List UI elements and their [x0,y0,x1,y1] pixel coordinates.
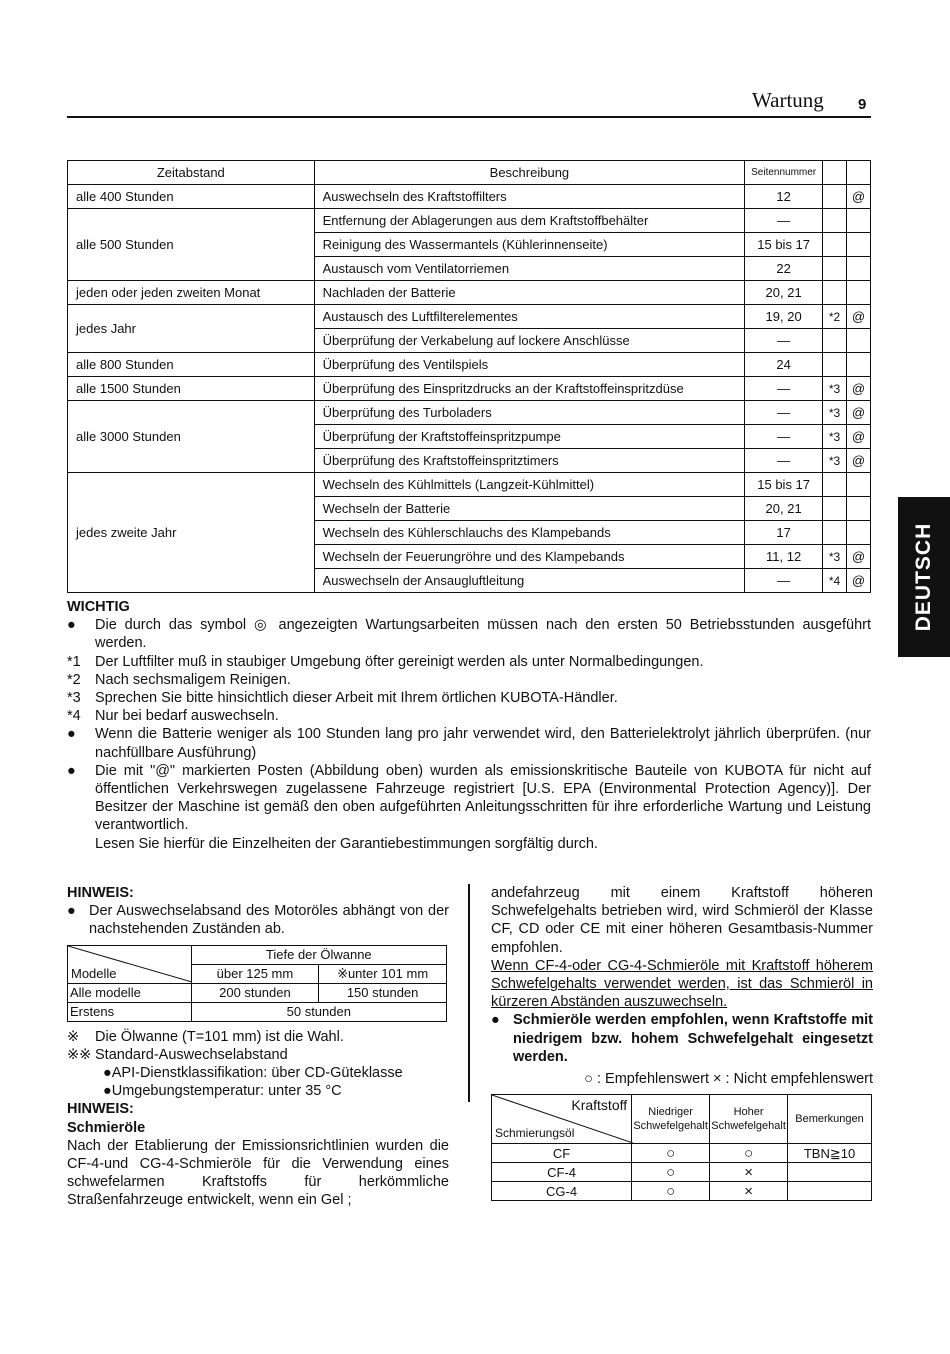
interval-cell: alle 800 Stunden [68,353,315,377]
emission-mark-cell [847,281,871,305]
note-item [67,762,871,835]
note-text: Die mit "@" markierten Posten (Abbildung oben) wurden als emissionskritische Bauteile von KUBOTA für nicht auf öffentlichen Verkehrswegen zugelassene Fahrzeuge registriert [U.S. EPA (Environmental Protection Agency)]. Der Besitzer der Maschine ist gemäß den oben aufgeführten Anleitungsschritten für ihre erforderliche Wartung und Leistung verantwortlich. [95,762,871,834]
notes-list [67,616,871,853]
emission-mark-cell: @ [847,185,871,209]
bullet-icon: ● [491,1012,500,1029]
fuel-cell-note [788,1163,872,1182]
oil-col-under101: ※unter 101 mm [319,964,447,983]
schmieroele-paragraph: Nach der Etablierung der Emissionsrichtlinien wurden die CF-4-und CG-4-Schmieröle für die Verwendung eines schwefelarmen Kraftstoffs für herkömmliche Straßenfahrzeuge entwickelt, wenn ein Gel ; [67,1137,449,1209]
language-tab [898,497,950,657]
footnote-cell: *3 [823,449,847,473]
oil-interval-text: Der Auswechselabsand des Motoröles abhängt von der nachstehenden Zuständen ab. [89,903,449,938]
fuel-cell-note [788,1182,872,1201]
fuel-col-low: Niedriger Schwefelgehalt [632,1095,710,1144]
description-cell: Wechseln der Feuerungröhre und des Klampebands [314,545,745,569]
fuel-cell-low: ○ [632,1144,710,1163]
oil-note-1 [67,1028,449,1046]
fuel-bold-bullet-text: Schmieröle werden empfohlen, wenn Kraftstoffe mit niedrigem bzw. hohem Schwefelgehalt eingesetzt werden. [513,1012,873,1065]
footnote-cell [823,185,847,209]
table-row [68,209,871,233]
interval-cell: alle 500 Stunden [68,209,315,281]
oil-interval-bullet [67,902,449,938]
note-text: Der Luftfilter muß in staubiger Umgebung öfter gereinigt werden als unter Normalbedingungen. [95,653,704,670]
table-row [68,401,871,425]
emission-mark-cell [847,473,871,497]
footnote-cell [823,257,847,281]
right-column [491,884,873,1201]
note-marker: *3 [67,690,81,707]
interval-cell: alle 3000 Stunden [68,401,315,473]
page-header-title: Wartung [752,88,824,112]
note-marker: ● [67,726,76,743]
note-item [67,671,871,689]
interval-cell: jedes zweite Jahr [68,473,315,593]
oil-cell: 200 stunden [191,983,319,1002]
interval-cell: jeden oder jeden zweiten Monat [68,281,315,305]
description-cell: Austausch des Luftfilterelementes [314,305,745,329]
oil-note-2 [67,1046,449,1064]
footnote-cell [823,353,847,377]
page-cell: 22 [745,257,823,281]
footnote-cell [823,473,847,497]
emission-mark-cell: @ [847,305,871,329]
table-row [68,353,871,377]
note-text: Wenn die Batterie weniger als 100 Stunden lang pro jahr verwendet wird, den Batterielektrolyt jährlich überprüfen. (nur nachfüllbare Ausführung) [95,726,871,761]
note-text: Nur bei bedarf auswechseln. [95,708,279,725]
emission-mark-cell: @ [847,401,871,425]
note-item [67,835,871,853]
page-cell: — [745,569,823,593]
fuel-oil-table [491,1094,872,1201]
note-marker: ● [67,762,76,779]
description-cell: Wechseln des Kühlerschlauchs des Klampebands [314,521,745,545]
notes-section [67,598,871,853]
note-text: Lesen Sie hierfür die Einzelheiten der Garantiebestimmungen sorgfältig durch. [95,835,598,852]
fuel-cell-high: ○ [710,1144,788,1163]
emission-mark-cell: @ [847,545,871,569]
emission-mark-cell [847,497,871,521]
description-cell: Auswechseln der Ansaugluftleitung [314,569,745,593]
interval-cell: jedes Jahr [68,305,315,353]
page-cell: — [745,449,823,473]
footnote-cell: *2 [823,305,847,329]
api-class-line: ●API-Dienstklassifikation: über CD-Güteklasse [103,1065,403,1082]
col-header-footnote [823,161,847,185]
table-row [68,305,871,329]
oil-depth-header: Tiefe der Ölwanne [191,945,446,964]
description-cell: Entfernung der Ablagerungen aus dem Kraftstoffbehälter [314,209,745,233]
page-cell: 12 [745,185,823,209]
fuel-row [492,1182,872,1201]
note-marker: *2 [67,671,81,688]
page-cell: 19, 20 [745,305,823,329]
page-cell: — [745,209,823,233]
fuel-col-high: Hoher Schwefelgehalt [710,1095,788,1144]
oil-corner-label: Modelle [71,965,117,981]
description-cell: Wechseln der Batterie [314,497,745,521]
page-cell: — [745,425,823,449]
emission-mark-cell [847,209,871,233]
footnote-cell [823,281,847,305]
fuel-row [492,1163,872,1182]
emission-mark-cell [847,233,871,257]
fuel-cell-note: TBN≧10 [788,1144,872,1163]
footnote-cell [823,497,847,521]
description-cell: Überprüfung des Ventilspiels [314,353,745,377]
col-header-description: Beschreibung [314,161,745,185]
page-cell: 24 [745,353,823,377]
table-row [68,185,871,209]
note-text: Standard-Auswechselabstand [95,1046,288,1063]
emission-mark-cell [847,329,871,353]
footnote-cell: *3 [823,401,847,425]
description-cell: Wechseln des Kühlmittels (Langzeit-Kühlmittel) [314,473,745,497]
col-header-interval: Zeitabstand [68,161,315,185]
bullet-icon: ● [67,903,76,920]
fuel-paragraph-1: andefahrzeug mit einem Kraftstoff höheren Schwefelgehalts betrieben wird, wird Schmieröl der Klasse CF, CD oder CE mit einer höheren Gesamtbasis-Nummer empfohlen. [491,885,873,956]
oil-cell: 50 stunden [191,1002,446,1021]
note-marker: ※ [67,1028,80,1045]
page-number: 9 [858,96,867,113]
hinweis-heading-2: HINWEIS: [67,1101,134,1118]
footnote-cell [823,209,847,233]
fuel-table-corner [492,1095,632,1144]
interval-cell: alle 400 Stunden [68,185,315,209]
description-cell: Reinigung des Wassermantels (Kühlerinnenseite) [314,233,745,257]
note-text: Die Ölwanne (T=101 mm) ist die Wahl. [95,1028,344,1045]
fuel-cell-oil: CF-4 [492,1163,632,1182]
note-item [67,725,871,761]
notes-heading: WICHTIG [67,599,130,615]
table-row [68,281,871,305]
note-marker: *1 [67,653,81,670]
fuel-row [492,1144,872,1163]
table-row [68,473,871,497]
note-text: Sprechen Sie bitte hinsichtlich dieser Arbeit mit Ihrem örtlichen KUBOTA-Händler. [95,690,618,707]
footnote-cell [823,233,847,257]
description-cell: Überprüfung der Verkabelung auf lockere Anschlüsse [314,329,745,353]
description-cell: Überprüfung des Einspritzdrucks an der Kraftstoffeinspritzdüse [314,377,745,401]
left-column [67,884,449,1210]
page-cell: 17 [745,521,823,545]
oil-col-over125: über 125 mm [191,964,319,983]
page-cell: 20, 21 [745,497,823,521]
note-marker: ● [67,617,76,634]
fuel-corner-bottom: Schmierungsöl [495,1126,575,1141]
note-item [67,616,871,652]
oil-row-label: Erstens [68,1002,192,1021]
footnote-cell [823,521,847,545]
fuel-legend: ○ : Empfehlenswert × : Nicht empfehlenswert [584,1071,873,1088]
fuel-bold-bullet [491,1011,873,1066]
description-cell: Austausch vom Ventilatorriemen [314,257,745,281]
fuel-paragraph-2: Wenn CF-4-oder CG-4-Schmieröle mit Kraftstoff höherem Schwefelgehalts verwendet werden, ist das Schmieröl in kürzeren Abständen auszuwechseln. [491,957,873,1011]
maintenance-table [67,160,871,593]
note-item [67,689,871,707]
schmieroele-heading: Schmieröle [67,1119,146,1136]
emission-mark-cell [847,257,871,281]
page-cell: 20, 21 [745,281,823,305]
page-cell: — [745,377,823,401]
ambient-temp-line: ●Umgebungstemperatur: unter 35 °C [103,1083,342,1100]
page-cell: 15 bis 17 [745,473,823,497]
footnote-cell: *3 [823,377,847,401]
emission-mark-cell [847,353,871,377]
page-cell: 15 bis 17 [745,233,823,257]
footnote-cell: *3 [823,425,847,449]
fuel-cell-high: × [710,1163,788,1182]
page-cell: — [745,401,823,425]
column-divider [468,884,470,1102]
description-cell: Nachladen der Batterie [314,281,745,305]
fuel-col-notes: Bemerkungen [788,1095,872,1144]
note-marker: ※※ [67,1046,92,1063]
oil-row-label: Alle modelle [68,983,192,1002]
emission-mark-cell: @ [847,377,871,401]
hinweis-heading: HINWEIS: [67,885,134,901]
description-cell: Überprüfung des Turboladers [314,401,745,425]
page-cell: — [745,329,823,353]
description-cell: Auswechseln des Kraftstoffilters [314,185,745,209]
col-header-page: Seitennummer [745,161,823,185]
note-text: Die durch das symbol ◎ angezeigten Wartungsarbeiten müssen nach den ersten 50 Betriebsstunden ausgeführt werden. [95,617,871,652]
fuel-cell-high: × [710,1182,788,1201]
oil-interval-table [67,945,447,1022]
footnote-cell: *3 [823,545,847,569]
emission-mark-cell: @ [847,425,871,449]
interval-cell: alle 1500 Stunden [68,377,315,401]
emission-mark-cell: @ [847,569,871,593]
note-marker [67,835,95,853]
emission-mark-cell: @ [847,449,871,473]
oil-cell: 150 stunden [319,983,447,1002]
language-tab-label: DEUTSCH [912,522,935,632]
col-header-emission [847,161,871,185]
footnote-cell [823,329,847,353]
description-cell: Überprüfung des Kraftstoffeinspritztimers [314,449,745,473]
emission-mark-cell [847,521,871,545]
fuel-corner-top: Kraftstoff [571,1097,628,1114]
page-cell: 11, 12 [745,545,823,569]
table-row [68,377,871,401]
note-text: Nach sechsmaligem Reinigen. [95,671,291,688]
table-header-row [68,161,871,185]
fuel-cell-low: ○ [632,1163,710,1182]
fuel-cell-oil: CF [492,1144,632,1163]
oil-table-corner [68,945,192,983]
note-marker: *4 [67,708,81,725]
footnote-cell: *4 [823,569,847,593]
note-item [67,653,871,671]
fuel-cell-oil: CG-4 [492,1182,632,1201]
fuel-cell-low: ○ [632,1182,710,1201]
header-rule [67,116,871,118]
note-item [67,707,871,725]
description-cell: Überprüfung der Kraftstoffeinspritzpumpe [314,425,745,449]
